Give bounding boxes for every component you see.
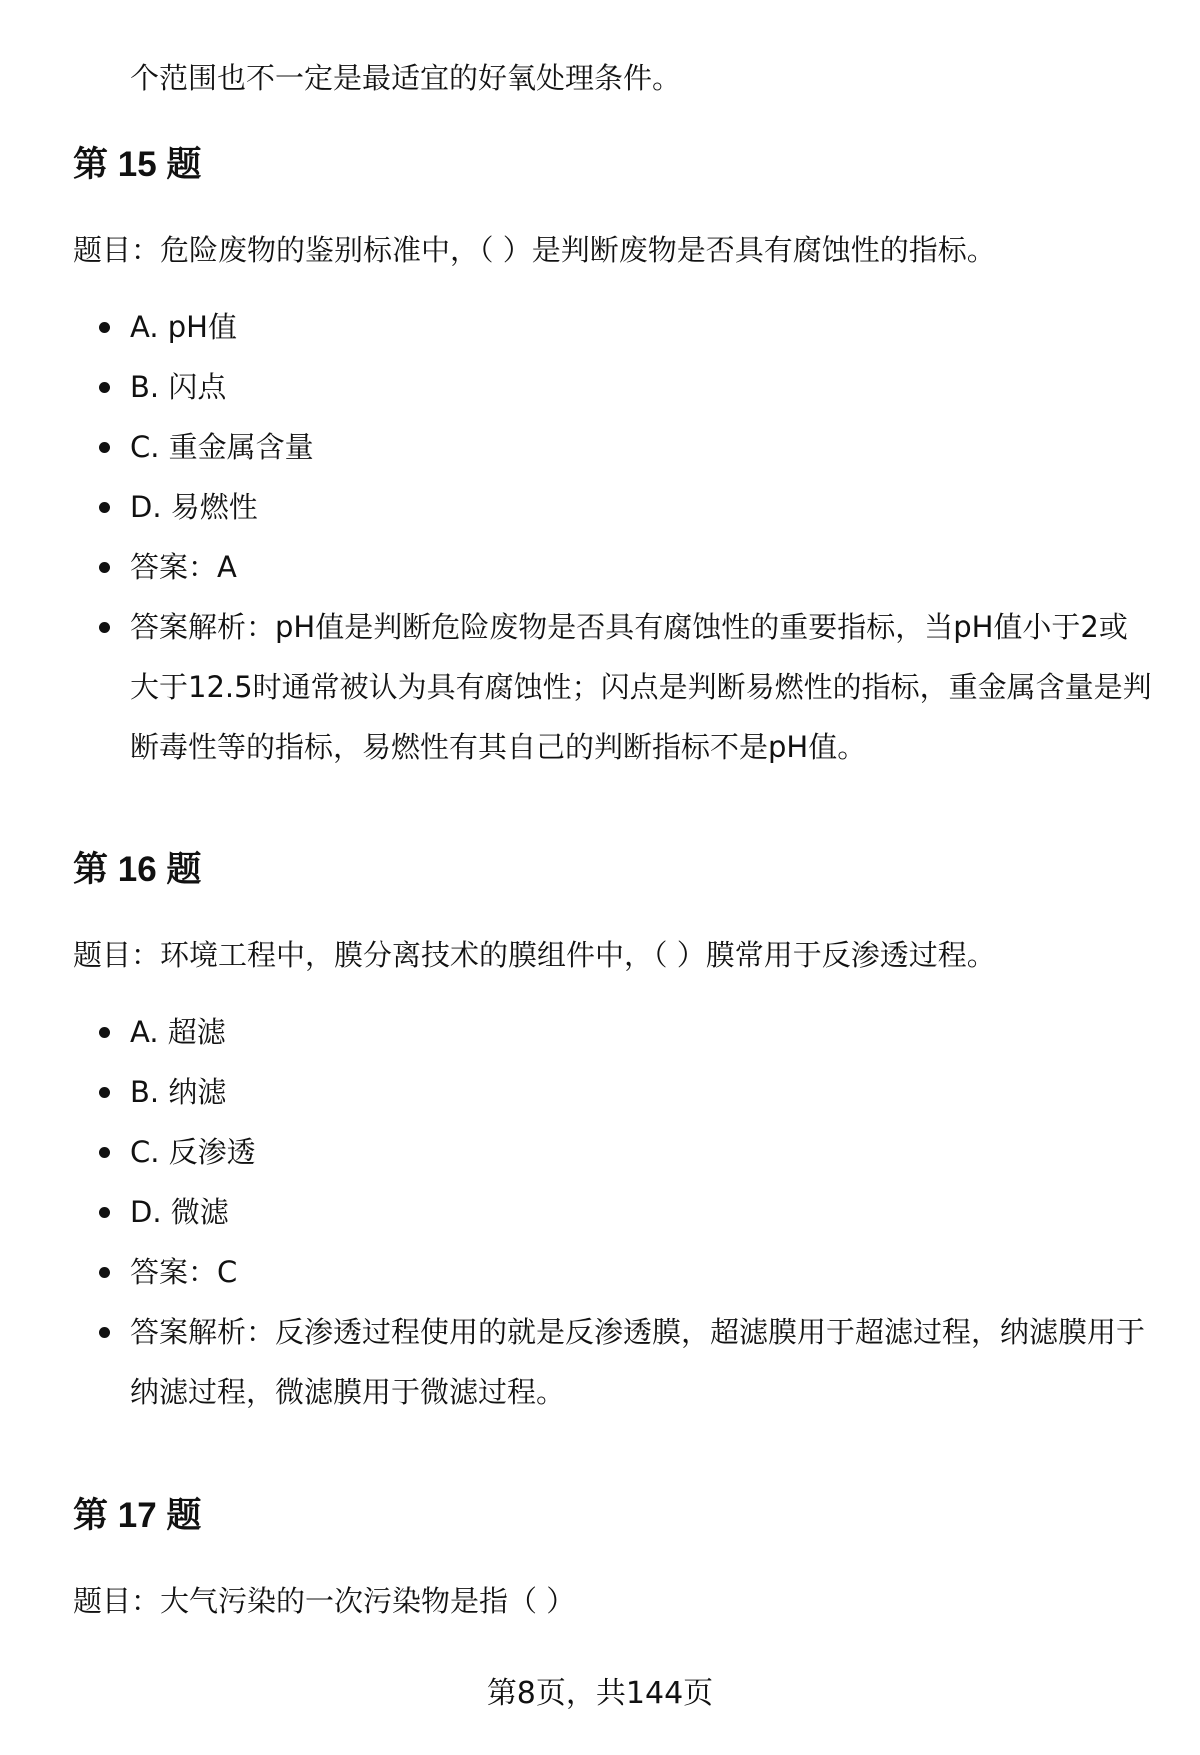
bullet-icon (99, 1327, 110, 1338)
continuation-text: 个范围也不一定是最适宜的好氧处理条件。 (130, 61, 682, 95)
bullet-icon (99, 1267, 110, 1278)
bullet-icon (99, 442, 110, 453)
option-list (73, 1002, 1153, 1422)
analysis-text: 答案解析：pH值是判断危险废物是否具有腐蚀性的重要指标，当pH值小于2或大于12.5时通常被认为具有腐蚀性；闪点是判断易燃性的指标，重金属含量是判断毒性等的指标，易燃性有其自己的判断指标不是pH值。 (130, 610, 1152, 764)
question-15 (73, 143, 1153, 777)
analysis-item (73, 597, 1153, 777)
option-label: D. 微滤 (130, 1195, 229, 1229)
option-label: A. pH值 (130, 310, 237, 344)
option-label: C. 重金属含量 (130, 430, 314, 464)
bullet-icon (99, 1207, 110, 1218)
bullet-icon (99, 502, 110, 513)
analysis-item (73, 1302, 1153, 1422)
option-item (73, 1122, 1153, 1182)
question-stem: 题目：危险废物的鉴别标准中，（ ）是判断废物是否具有腐蚀性的指标。 (73, 233, 996, 267)
option-item (73, 1182, 1153, 1242)
bullet-icon (99, 1087, 110, 1098)
analysis-text: 答案解析：反渗透过程使用的就是反渗透膜，超滤膜用于超滤过程，纳滤膜用于纳滤过程，微滤膜用于微滤过程。 (130, 1315, 1146, 1409)
option-list (73, 297, 1153, 777)
option-item (73, 297, 1153, 357)
answer-text: 答案：A (130, 550, 237, 584)
bullet-icon (99, 382, 110, 393)
page-footer: 第8页，共144页 (486, 1676, 714, 1711)
option-item (73, 1062, 1153, 1122)
question-stem: 题目：环境工程中，膜分离技术的膜组件中，（ ）膜常用于反渗透过程。 (73, 938, 996, 972)
option-item (73, 357, 1153, 417)
option-label: A. 超滤 (130, 1015, 226, 1049)
answer-text: 答案：C (130, 1255, 238, 1289)
option-label: D. 易燃性 (130, 490, 258, 524)
option-label: C. 反渗透 (130, 1135, 256, 1169)
answer-item (73, 1242, 1153, 1302)
question-17 (73, 1494, 1153, 1621)
question-stem: 题目：大气污染的一次污染物是指（ ） (73, 1584, 576, 1618)
bullet-icon (99, 562, 110, 573)
bullet-icon (99, 1027, 110, 1038)
option-item (73, 477, 1153, 537)
option-label: B. 纳滤 (130, 1075, 227, 1109)
answer-item (73, 537, 1153, 597)
question-title: 第 17 题 (73, 1496, 202, 1535)
question-title: 第 16 题 (73, 850, 202, 889)
bullet-icon (99, 622, 110, 633)
question-title: 第 15 题 (73, 145, 202, 184)
bullet-icon (99, 1147, 110, 1158)
option-item (73, 417, 1153, 477)
option-item (73, 1002, 1153, 1062)
option-label: B. 闪点 (130, 370, 227, 404)
bullet-icon (99, 322, 110, 333)
question-16 (73, 848, 1153, 1422)
